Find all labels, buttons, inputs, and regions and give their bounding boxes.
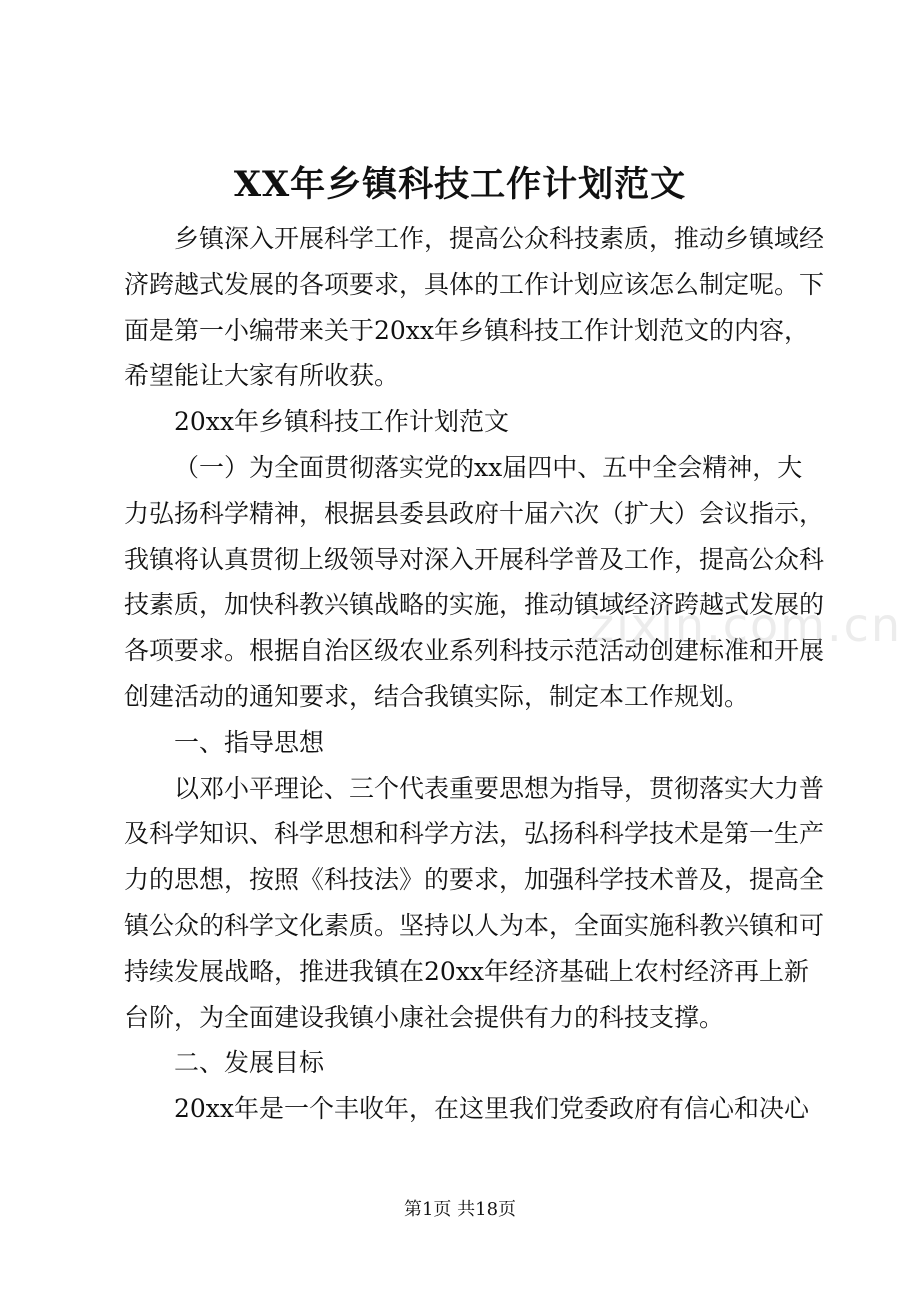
text-line: 各项要求。根据自治区级农业系列科技示范活动创建标准和开展 (124, 636, 825, 666)
text-line: 以邓小平理论、三个代表重要思想为指导，贯彻落实大力普 (174, 773, 825, 803)
text-line: 持续发展战略，推进我镇在20xx年经济基础上农村经济再上新 (124, 956, 810, 986)
paragraph-development-goals (124, 1086, 812, 1132)
text-line: 一、指导思想 (174, 727, 325, 757)
text-line: 台阶，为全面建设我镇小康社会提供有力的科技支撑。 (124, 1002, 725, 1032)
text-line: 20xx年是一个丰收年，在这里我们党委政府有信心和决心 (174, 1094, 810, 1124)
text-line: （一）为全面贯彻落实党的xx届四中、五中全会精神，大 (174, 452, 803, 482)
text-line: 及科学知识、科学思想和科学方法，弘扬科科学技术是第一生产 (124, 819, 825, 849)
text-line: 20xx年乡镇科技工作计划范文 (174, 407, 510, 437)
text-line: 济跨越式发展的各项要求，具体的工作计划应该怎么制定呢。下 (124, 269, 825, 299)
document-title: XX年乡镇科技工作计划范文 (233, 164, 687, 205)
paragraph-guiding-ideology (124, 766, 825, 1041)
text-line: 力的思想，按照《科技法》的要求，加强科学技术普及，提高全 (124, 865, 825, 895)
text-line: 我镇将认真贯彻上级领导对深入开展科学普及工作，提高公众科 (124, 544, 825, 574)
text-line: 乡镇深入开展科学工作，提高公众科技素质，推动乡镇域经 (174, 224, 825, 253)
text-line: 创建活动的通知要求，结合我镇实际，制定本工作规划。 (124, 681, 750, 711)
text-line: 力弘扬科学精神，根据县委县政府十届六次（扩大）会议指示， (124, 498, 825, 528)
text-line: 面是第一小编带来关于20xx年乡镇科技工作计划范文的内容， (124, 315, 810, 345)
watermark: zixin.com.cn (590, 598, 903, 652)
paragraph-subtitle (124, 399, 812, 445)
heading-development-goals (124, 1040, 812, 1086)
document-body (124, 216, 825, 1132)
text-line: 技素质，加快科教兴镇战略的实施，推动镇域经济跨越式发展的 (124, 590, 825, 620)
text-line: 希望能让大家有所收获。 (124, 361, 400, 391)
paragraph-intro (124, 216, 825, 399)
text-line: 镇公众的科学文化素质。坚持以人为本，全面实施科教兴镇和可 (124, 910, 825, 940)
text-line: 二、发展目标 (174, 1048, 325, 1078)
heading-guiding-ideology (124, 720, 812, 766)
page-footer: 第1页 共18页 (403, 1199, 517, 1220)
paragraph-section-one (124, 445, 825, 720)
